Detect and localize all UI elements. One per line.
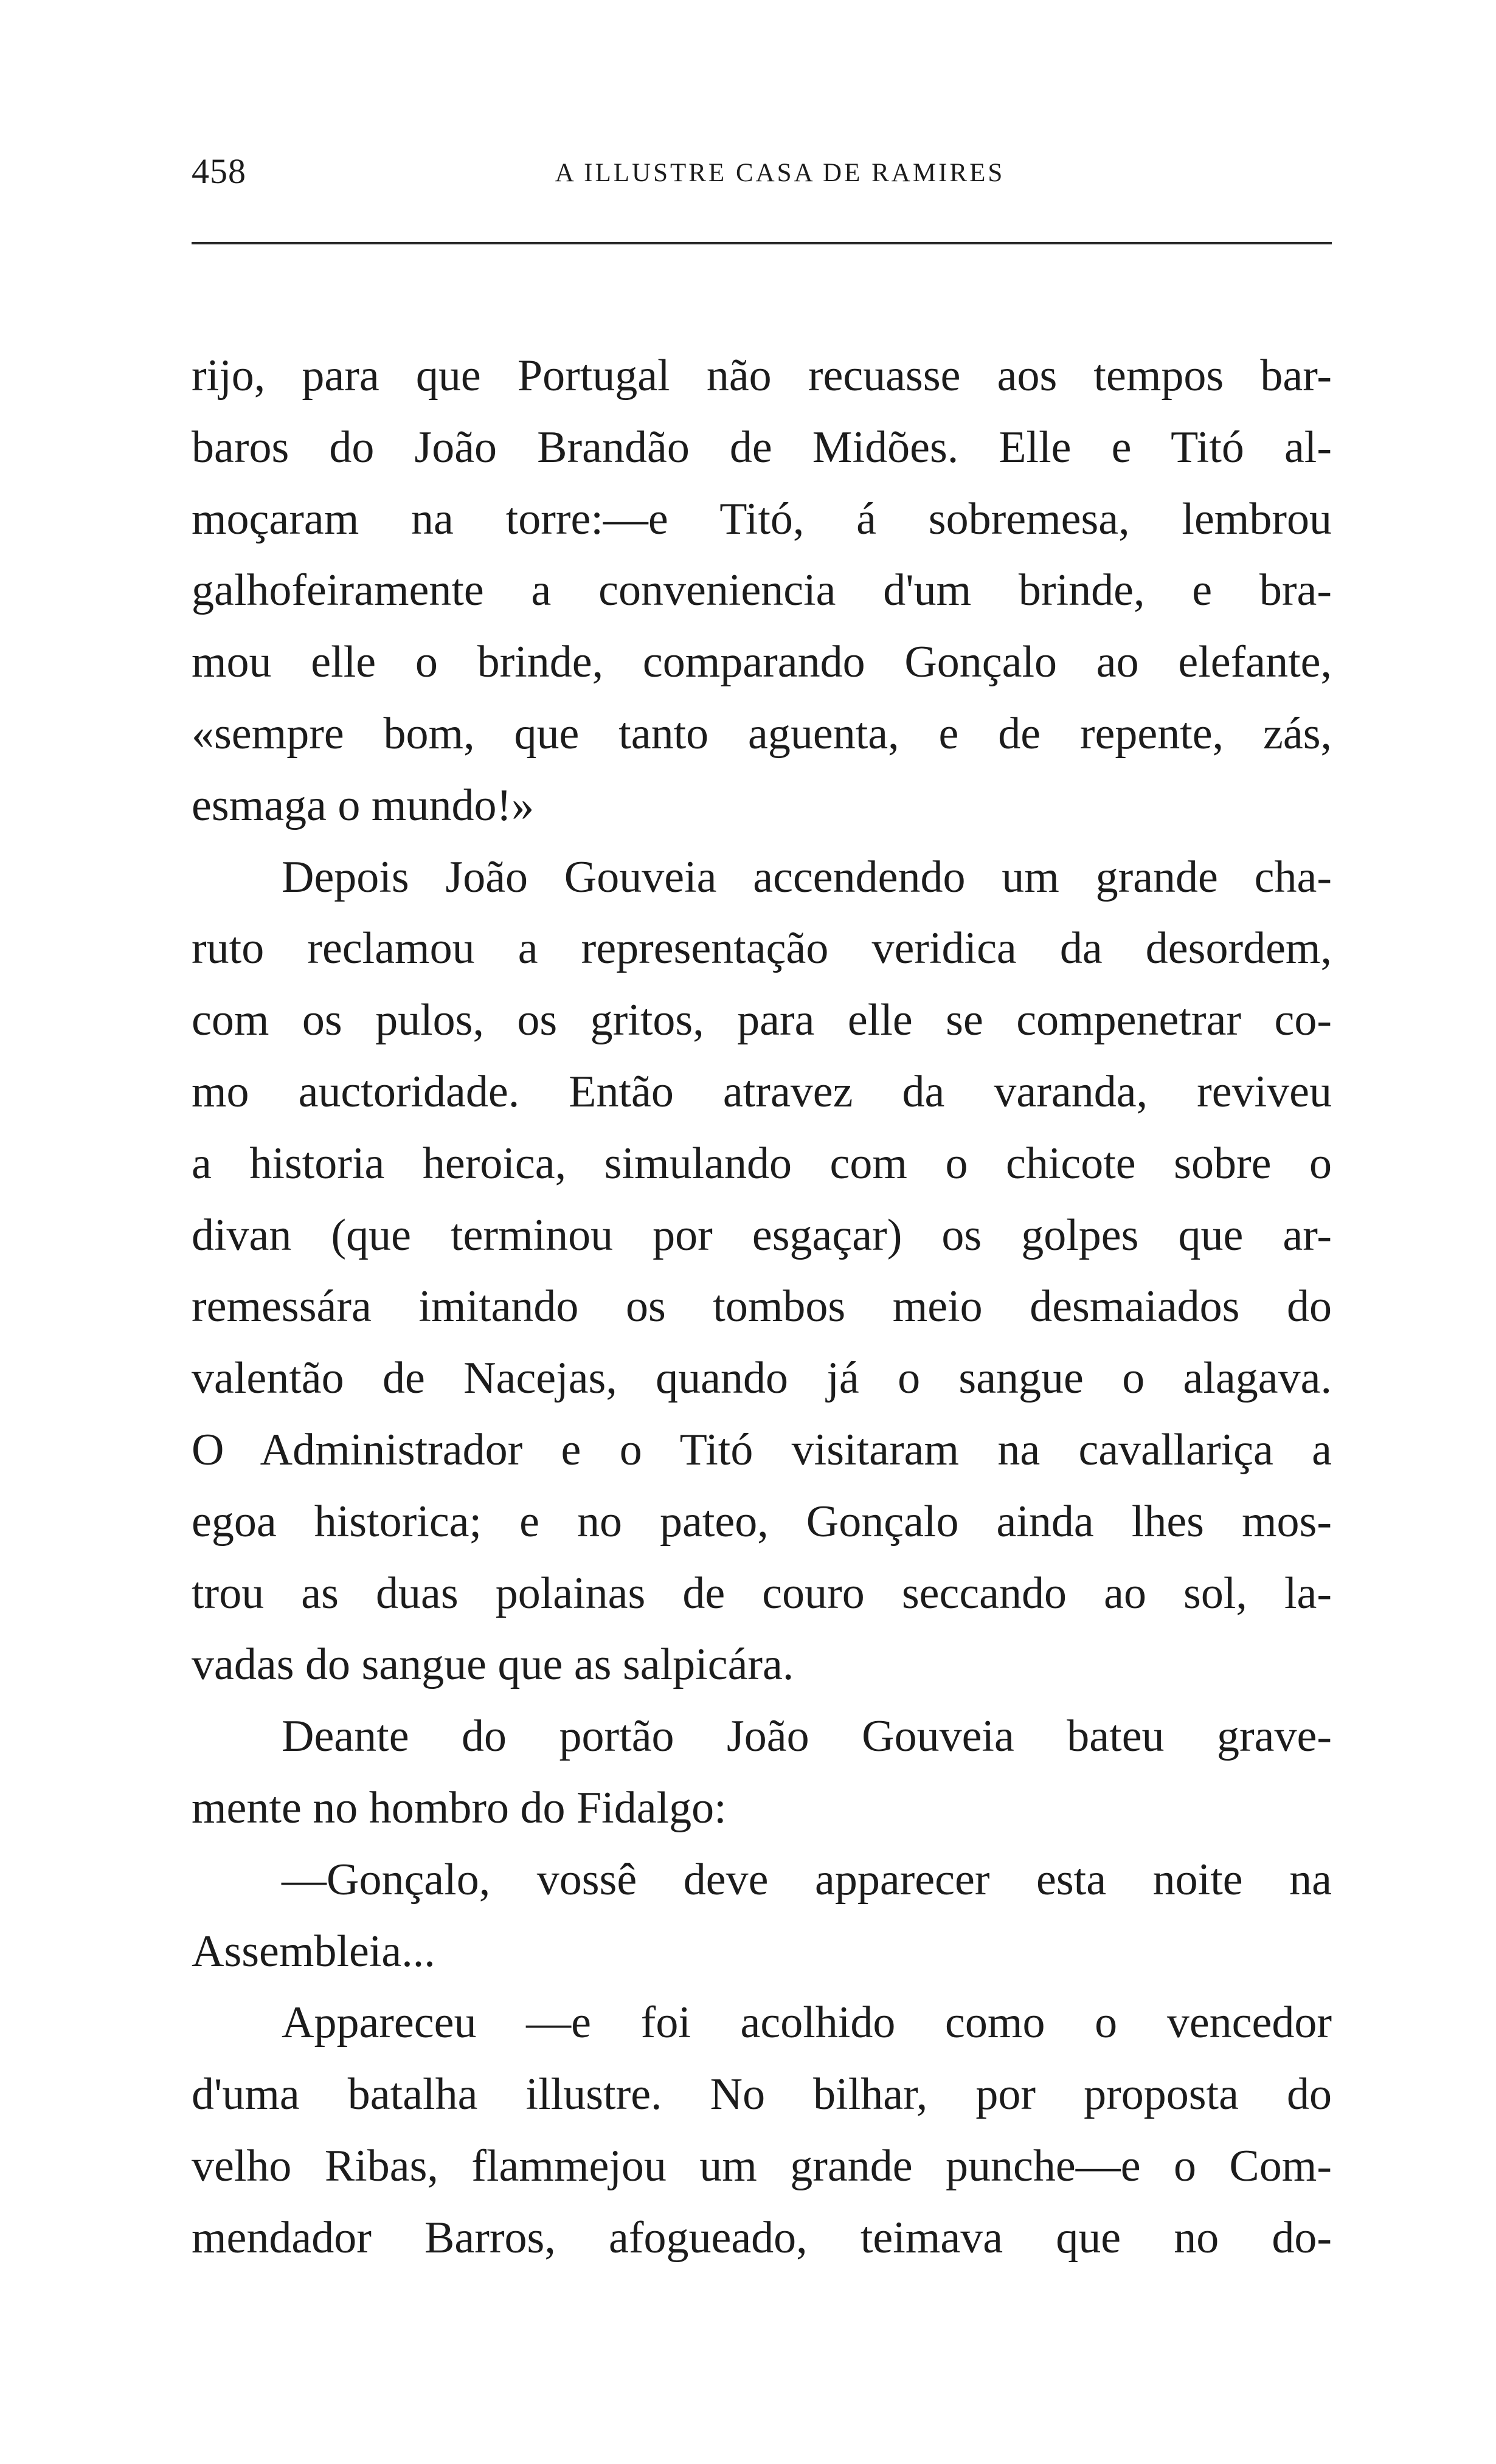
text-line: —Gonçalo, vossê deve apparecer esta noite na	[282, 1854, 1332, 1905]
text-line: Depois João Gouveia accendendo um grande cha-	[282, 852, 1332, 902]
text-line: Assembleia...	[192, 1926, 435, 1976]
text-line: «sempre bom, que tanto aguenta, e de repente, zás,	[192, 708, 1332, 759]
text-line: mente no hombro do Fidalgo:	[192, 1782, 727, 1833]
text-line: mou elle o brinde, comparando Gonçalo ao elefante,	[192, 637, 1332, 688]
text-line: vadas do sangue que as salpicára.	[192, 1640, 794, 1690]
page-number: 458	[192, 151, 246, 191]
running-title: A ILLUSTRE CASA DE RAMIRES	[555, 159, 1005, 187]
text-line: rijo, para que Portugal não recuasse aos tempos bar-	[192, 351, 1332, 401]
text-line: moçaram na torre:—e Titó, á sobremesa, lembrou	[192, 494, 1332, 544]
text-line: ruto reclamou a representação veridica da desordem,	[192, 923, 1332, 974]
text-line: baros do João Brandão de Midões. Elle e Titó al-	[192, 422, 1332, 472]
text-line: remessára imitando os tombos meio desmaiados do	[192, 1282, 1332, 1332]
text-line: galhofeiramente a conveniencia d'um brinde, e bra-	[192, 565, 1332, 616]
text-line: valentão de Nacejas, quando já o sangue o alagava.	[192, 1353, 1332, 1404]
page-header	[192, 151, 1332, 199]
text-line: velho Ribas, flammejou um grande punche—e o Com-	[192, 2141, 1332, 2191]
text-line: mo auctoridade. Então atravez da varanda, reviveu	[192, 1066, 1332, 1117]
text-line: Appareceu —e foi acolhido como o vencedor	[282, 1998, 1332, 2048]
text-line: mendador Barros, afogueado, teimava que no do-	[192, 2212, 1332, 2263]
text-line: a historia heroica, simulando com o chicote sobre o	[192, 1138, 1332, 1189]
text-line: O Administrador e o Titó visitaram na cavallariça a	[192, 1424, 1332, 1475]
text-line: egoa historica; e no pateo, Gonçalo ainda lhes mos-	[192, 1496, 1332, 1547]
text-line: trou as duas polainas de couro seccando ao sol, la-	[192, 1568, 1332, 1618]
text-line: esmaga o mundo!»	[192, 780, 535, 830]
text-line: d'uma batalha illustre. No bilhar, por proposta do	[192, 2069, 1332, 2120]
body-text	[192, 340, 1332, 2274]
text-line: Deante do portão João Gouveia bateu grave-	[282, 1711, 1332, 1762]
text-line: com os pulos, os gritos, para elle se compenetrar co-	[192, 995, 1332, 1046]
header-rule	[192, 242, 1332, 244]
text-line: divan (que terminou por esgaçar) os golpes que ar-	[192, 1210, 1332, 1260]
